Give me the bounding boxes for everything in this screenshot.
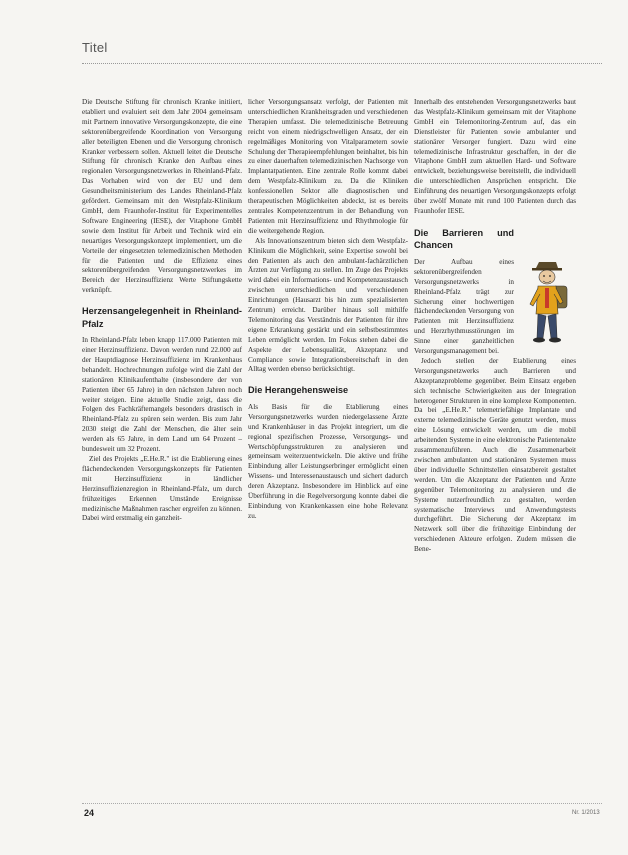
paragraph: Der Aufbau eines sektorenübergreifenden Versorgungsnetzwerks in Rheinland-Pfalz trägt zur Sicherung einer hochwertigen flächendeckenden Versorgung von Patienten mit Herzinsuffizienz und Herzrhythmusstörungen im Sinne einer ganzheitlichen Versorgungsmanagement bei.	[414, 257, 514, 356]
cartoon-man-with-backpack-icon	[518, 258, 576, 350]
paragraph: Als Innovationszentrum bieten sich dem Westpfalz-Klinikum die Möglichkeit, seine Expertise sowohl bei den Patienten als auch den ambulant-fachärztlichen Ärzten zur Verfügung zu stellen. Im Zuge des Projekts wird dabei ein Informations- und Kompetenzaustausch zwischen unterschiedlichen und verschiedenen Einrichtungen (Hausarzt bis hin zum spezialisierten Zentrum) erreicht. Darüber hinaus soll mithilfe Telemonitoring das Verständnis der Patienten für ihre eigene Erkrankung gestärkt und ein selbstbestimmtes Leben ermöglicht werden. Im Fokus stehen dabei die Aspekte der Lebensqualität, Akzeptanz und Compliance sowie Integrationsbereitschaft in den Alltag werden ebenso berücksichtigt.	[248, 236, 408, 374]
page-number: 24	[84, 808, 95, 818]
page-header-title: Titel	[82, 40, 108, 55]
paragraph: Die Deutsche Stiftung für chronisch Kranke initiiert, etabliert und evaluiert seit dem Jahr 2004 gemeinsam mit Partnern innovative Versorgungskonzepte, die eine sektorenübergreifende Koordination von Versorgung aller beteiligten Ebenen und die Versorgung chronisch Kranker verbessern sollen. Aktuell leitet die Deutsche Stiftung für chronisch Kranke den Aufbau eines regionalen Versorgungsnetzwerkes in Rheinland-Pfalz. Das Vorhaben wird von der EU und dem Gesundheitsministerium des Landes Rheinland-Pfalz gefördert. Gemeinsam mit den Westpfalz-Klinikum GmbH, dem Fraunhofer-Institut für Experimentelles Software Engineering (IESE), der Vitaphone GmbH sowie dem Institut für Arbeit und Technik wird ein neuartiges Versorgungskonzept implementiert, um die Vorteile der eingesetzten telemedizinischen Methoden für die Patienten und die Effizienz eines sektorenübergreifenden Versorgungsnetzwerkes im Bereich der Herzinsuffizienz Werte Stiftungskette verknüpft.	[82, 98, 242, 295]
section-heading-herangehensweise: Die Herangehensweise	[248, 385, 349, 396]
header-divider	[82, 63, 602, 64]
section-heading-barrieren: Die Barrieren und Chancen	[414, 227, 514, 251]
paragraph: Als Basis für die Etablierung eines Versorgungsnetzwerks wurden niedergelassene Ärzte und Krankenhäuser in das Projekt integriert, um die regional spezifischen Prozesse, Versorgungs- und Wertschöpfungsstrukturen zu analysieren und gemeinsam weiterzuentwickeln. Die aktive und frühe Einbindung aller Leistungserbringer ermöglicht einen Wissens- und Interessenaustausch und sichert dadurch deren Akzeptanz. Insbesondere im Hinblick auf eine Überführung in die Regelversorgung konnte dabei die Einbindung von Krankenkassen eine hohe Relevanz zu.	[248, 402, 408, 520]
text-column-3	[414, 98, 576, 555]
paragraph: licher Versorgungsansatz verfolgt, der Patienten mit unterschiedlichen Krankheitsgraden und verschiedenen Therapien umfasst. Die telemedizinische Betreuung reicht von einem niedrigschwelligen Ansatz, der ein regelmäßiges Monitoring von Vitalparametern sowie Schulung der Therapieempfehlungen beinhaltet, bis hin zu einer dauerhaften telemedizinischen Nachsorge von Implantatpatienten. Eine zentrale Rolle kommt dabei dem Westpfalz-Klinikum zu. Da die Kliniken konfessionellen Sektor alle diagnostischen und therapeutischen Möglichkeiten abdeckt, ist es bereits zentrales Kompetenzzentrum in der Behandlung von Patienten mit Herzinsuffizienz und Rhythmologie für die weitergehende Region.	[248, 98, 408, 235]
paragraph: Ziel des Projekts „E.He.R." ist die Etablierung eines flächendeckenden Versorgungskonzepts für Patienten mit Herzinsuffizienz in ländlicher Herzinsuffizienzregion in Rheinland-Pfalz, um durch frühzeitiges Erkennen Umstände Ereignisse medizinische Maßnahmen rascher ergreifen zu können. Dabei wird erstmalig ein ganzheit-	[82, 455, 242, 523]
paragraph: Innerhalb des entstehenden Versorgungsnetzwerks baut das Westpfalz-Klinikum gemeinsam mit der Vitaphone GmbH ein Telemonitoring-Zentrum auf, das ein Dienstleister für Patienten sowie ambulanter und stationärer Versorger fungiert. Dazu wird eine telemedizinische Infrastruktur geschaffen, in der die Vitaphone GmbH zum aktuellen Hard- und Software entwickelt, beziehungsweise bereitstellt, die individuell die unterschiedlichen Ansprüchen entspricht. Die Einführung des neuartigen Versorgungskonzepts erfolgt über zwölf Monate mit rund 100 Patienten durch das Fraunhofer IESE.	[414, 98, 576, 215]
text-column-1	[82, 98, 242, 524]
section-heading-herzensangelegenheit: Herzensangelegenheit in Rheinland-Pfalz	[82, 306, 242, 329]
footer-divider	[82, 803, 602, 804]
paragraph: Jedoch stellen der Etablierung eines Versorgungsnetzwerks auch Barrieren und Akzeptanzprobleme gegenüber. Beim Einsatz ergeben sich technische Schwierigkeiten aus der Integration heterogener Strukturen in eine komplexe Komponenten. Da bei „E.He.R." telemetriefähige Implantate und externe telemedizinische Geräte genutzt werden, muss eine Lösung entwickelt werden, um die mobil arbeitenden Systeme in eine elektronische Patientenakte zusammenzuführen. Auch die Zusammenarbeit zwischen ambulanten und stationären Systemen muss über individuelle Schnittstellen einsatzbereit gestaltet werden. Um die Akzeptanz der Patienten und Ärzte gegenüber Telemonitoring zu analysieren und die Systeme nutzerfreundlich zu gestalten, werden systematische Interviews und Anwendungstests durchgeführt. Die Sicherung der Akzeptanz im Netzwerk soll über die frühzeitige Einbindung der verschiedenen Akteure erfolgen. Zudem müssen die Bene-	[414, 356, 576, 554]
text-column-2	[248, 98, 408, 522]
paragraph: In Rheinland-Pfalz leben knapp 117.000 Patienten mit einer Herzinsuffizienz. Davon werden rund 22.000 auf der Hauptdiagnose Herzinsuffizienz im Krankenhaus behandelt. Hochrechnungen zufolge wird die Zahl der stationären Klinikaufenthalte (insbesondere der von Patienten über 65 Jahre) in den nächsten Jahren noch weiter steigen. Eine aktuelle Studie zeigt, dass die Folgen des Fachkräftemangels besonders drastisch in Rheinland-Pfalz zu spüren sein werden. Bis zum Jahr 2030 steigt die Zahl der Menschen, die älter sein werden als 65 Jahre, in dem Land um 64 Prozent – bundesweit um 32 Prozent.	[82, 336, 242, 454]
issue-label: Nr. 1/2013	[572, 810, 600, 816]
